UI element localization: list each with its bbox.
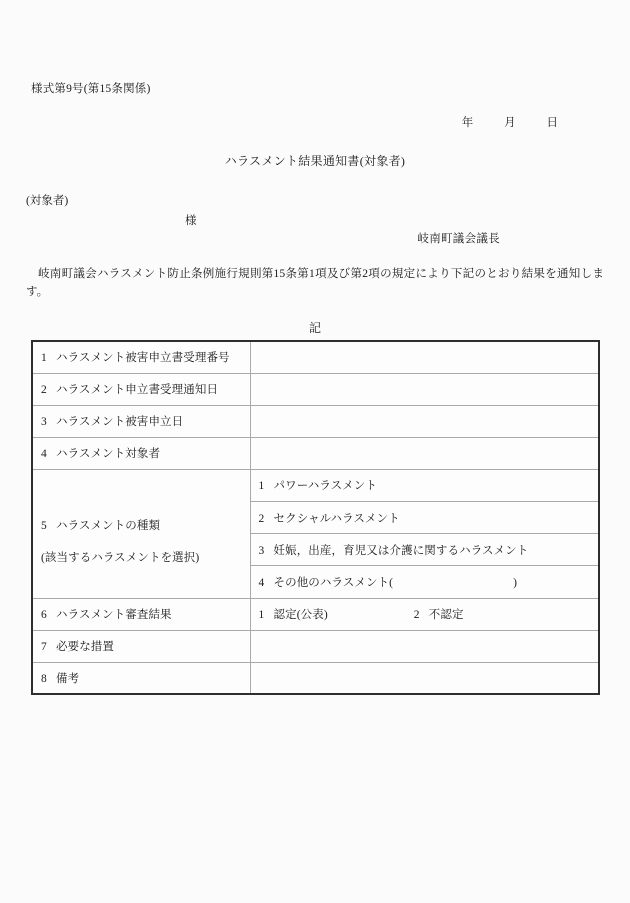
harassment-option-4[interactable] xyxy=(251,566,599,598)
harassment-option-3[interactable] xyxy=(251,534,599,566)
harassment-option-2-number: 2 xyxy=(258,512,265,525)
table-row-harassment-type xyxy=(32,469,599,598)
result-notice-table xyxy=(31,340,600,695)
row-number-6: 6 xyxy=(41,609,47,621)
addressee-label: (対象者) xyxy=(26,195,69,207)
row-value-cell-3[interactable] xyxy=(250,405,599,437)
record-marker: 記 xyxy=(308,321,321,335)
row-label-cell-7 xyxy=(32,630,250,662)
row-number-4: 4 xyxy=(41,448,47,460)
table-row xyxy=(32,405,599,437)
document-title: ハラスメント結果通知書(対象者) xyxy=(224,154,406,168)
date-year-label: 年 xyxy=(461,117,474,129)
harassment-option-2-text: セクシャルハラスメント xyxy=(273,512,400,525)
row-label-1: ハラスメント被害申立書受理番号 xyxy=(56,352,230,365)
harassment-option-4-text-tail: ) xyxy=(513,576,518,589)
harassment-option-row[interactable] xyxy=(251,566,599,598)
row-label-cell-6 xyxy=(32,598,250,630)
addressee-honorific: 様 xyxy=(185,215,197,227)
table-row xyxy=(32,662,599,694)
row-number-3: 3 xyxy=(41,416,47,428)
table-row xyxy=(32,630,599,662)
harassment-option-4-text: その他のハラスメント( xyxy=(273,576,394,589)
harassment-type-options-cell xyxy=(250,469,599,598)
harassment-type-sublabel: (該当するハラスメントを選択) xyxy=(41,551,200,564)
harassment-option-row[interactable] xyxy=(251,502,599,534)
row-label-3: ハラスメント被害申立日 xyxy=(56,416,184,428)
row-number-8: 8 xyxy=(41,672,47,685)
review-option-2-number: 2 xyxy=(413,609,420,621)
remarks-value-cell[interactable] xyxy=(250,662,599,694)
harassment-option-1[interactable] xyxy=(251,470,599,502)
issuer-name: 岐南町議会議長 xyxy=(417,233,500,245)
measures-label: 必要な措置 xyxy=(56,641,114,653)
row-label-cell-3 xyxy=(32,405,250,437)
row-label-cell-8 xyxy=(32,662,250,694)
remarks-label: 備考 xyxy=(56,672,80,685)
harassment-option-row[interactable] xyxy=(251,534,599,566)
row-value-cell-1[interactable] xyxy=(250,341,599,373)
harassment-option-row[interactable] xyxy=(251,470,599,502)
row-label-cell-5 xyxy=(32,469,250,598)
harassment-option-4-number: 4 xyxy=(258,576,265,589)
date-line xyxy=(0,114,630,130)
harassment-option-1-text: パワーハラスメント xyxy=(273,480,377,493)
measures-value-cell[interactable] xyxy=(250,630,599,662)
row-value-cell-4[interactable] xyxy=(250,437,599,469)
row-label-cell-2 xyxy=(32,373,250,405)
row-number-1: 1 xyxy=(41,352,47,365)
row-value-cell-2[interactable] xyxy=(250,373,599,405)
table-row xyxy=(32,373,599,405)
review-option-2-text[interactable]: 不認定 xyxy=(428,609,464,621)
row-label-2: ハラスメント申立書受理通知日 xyxy=(56,384,219,396)
row-label-4: ハラスメント対象者 xyxy=(56,448,161,460)
date-day-label: 日 xyxy=(546,117,558,129)
harassment-option-1-number: 1 xyxy=(258,480,265,493)
harassment-option-3-number: 3 xyxy=(258,544,265,557)
harassment-option-3-text: 妊娠，出産，育児又は介護に関するハラスメント xyxy=(273,544,529,557)
body-paragraph: 岐南町議会ハラスメント防止条例施行規則第15条第1項及び第2項の規定により下記のとおり結果を通知します。 xyxy=(26,268,604,298)
row-label-cell-1 xyxy=(32,341,250,373)
row-number-7: 7 xyxy=(41,641,47,653)
table-row-review-result xyxy=(32,598,599,630)
review-option-1-number: 1 xyxy=(258,609,265,621)
date-month-label: 月 xyxy=(504,117,516,129)
row-label-cell-4 xyxy=(32,437,250,469)
table-row xyxy=(32,341,599,373)
harassment-type-label: ハラスメントの種類 xyxy=(56,519,161,532)
row-number-2: 2 xyxy=(41,384,47,396)
harassment-type-label-block xyxy=(41,502,250,566)
harassment-option-2[interactable] xyxy=(251,502,599,534)
harassment-type-options-table xyxy=(251,470,599,598)
table-row xyxy=(32,437,599,469)
form-number: 様式第9号(第15条関係) xyxy=(31,83,151,95)
review-result-options-cell xyxy=(250,598,599,630)
row-number-5: 5 xyxy=(41,519,47,532)
review-result-label: ハラスメント審査結果 xyxy=(56,609,172,621)
review-option-1-text[interactable]: 認定(公表) xyxy=(273,609,328,621)
